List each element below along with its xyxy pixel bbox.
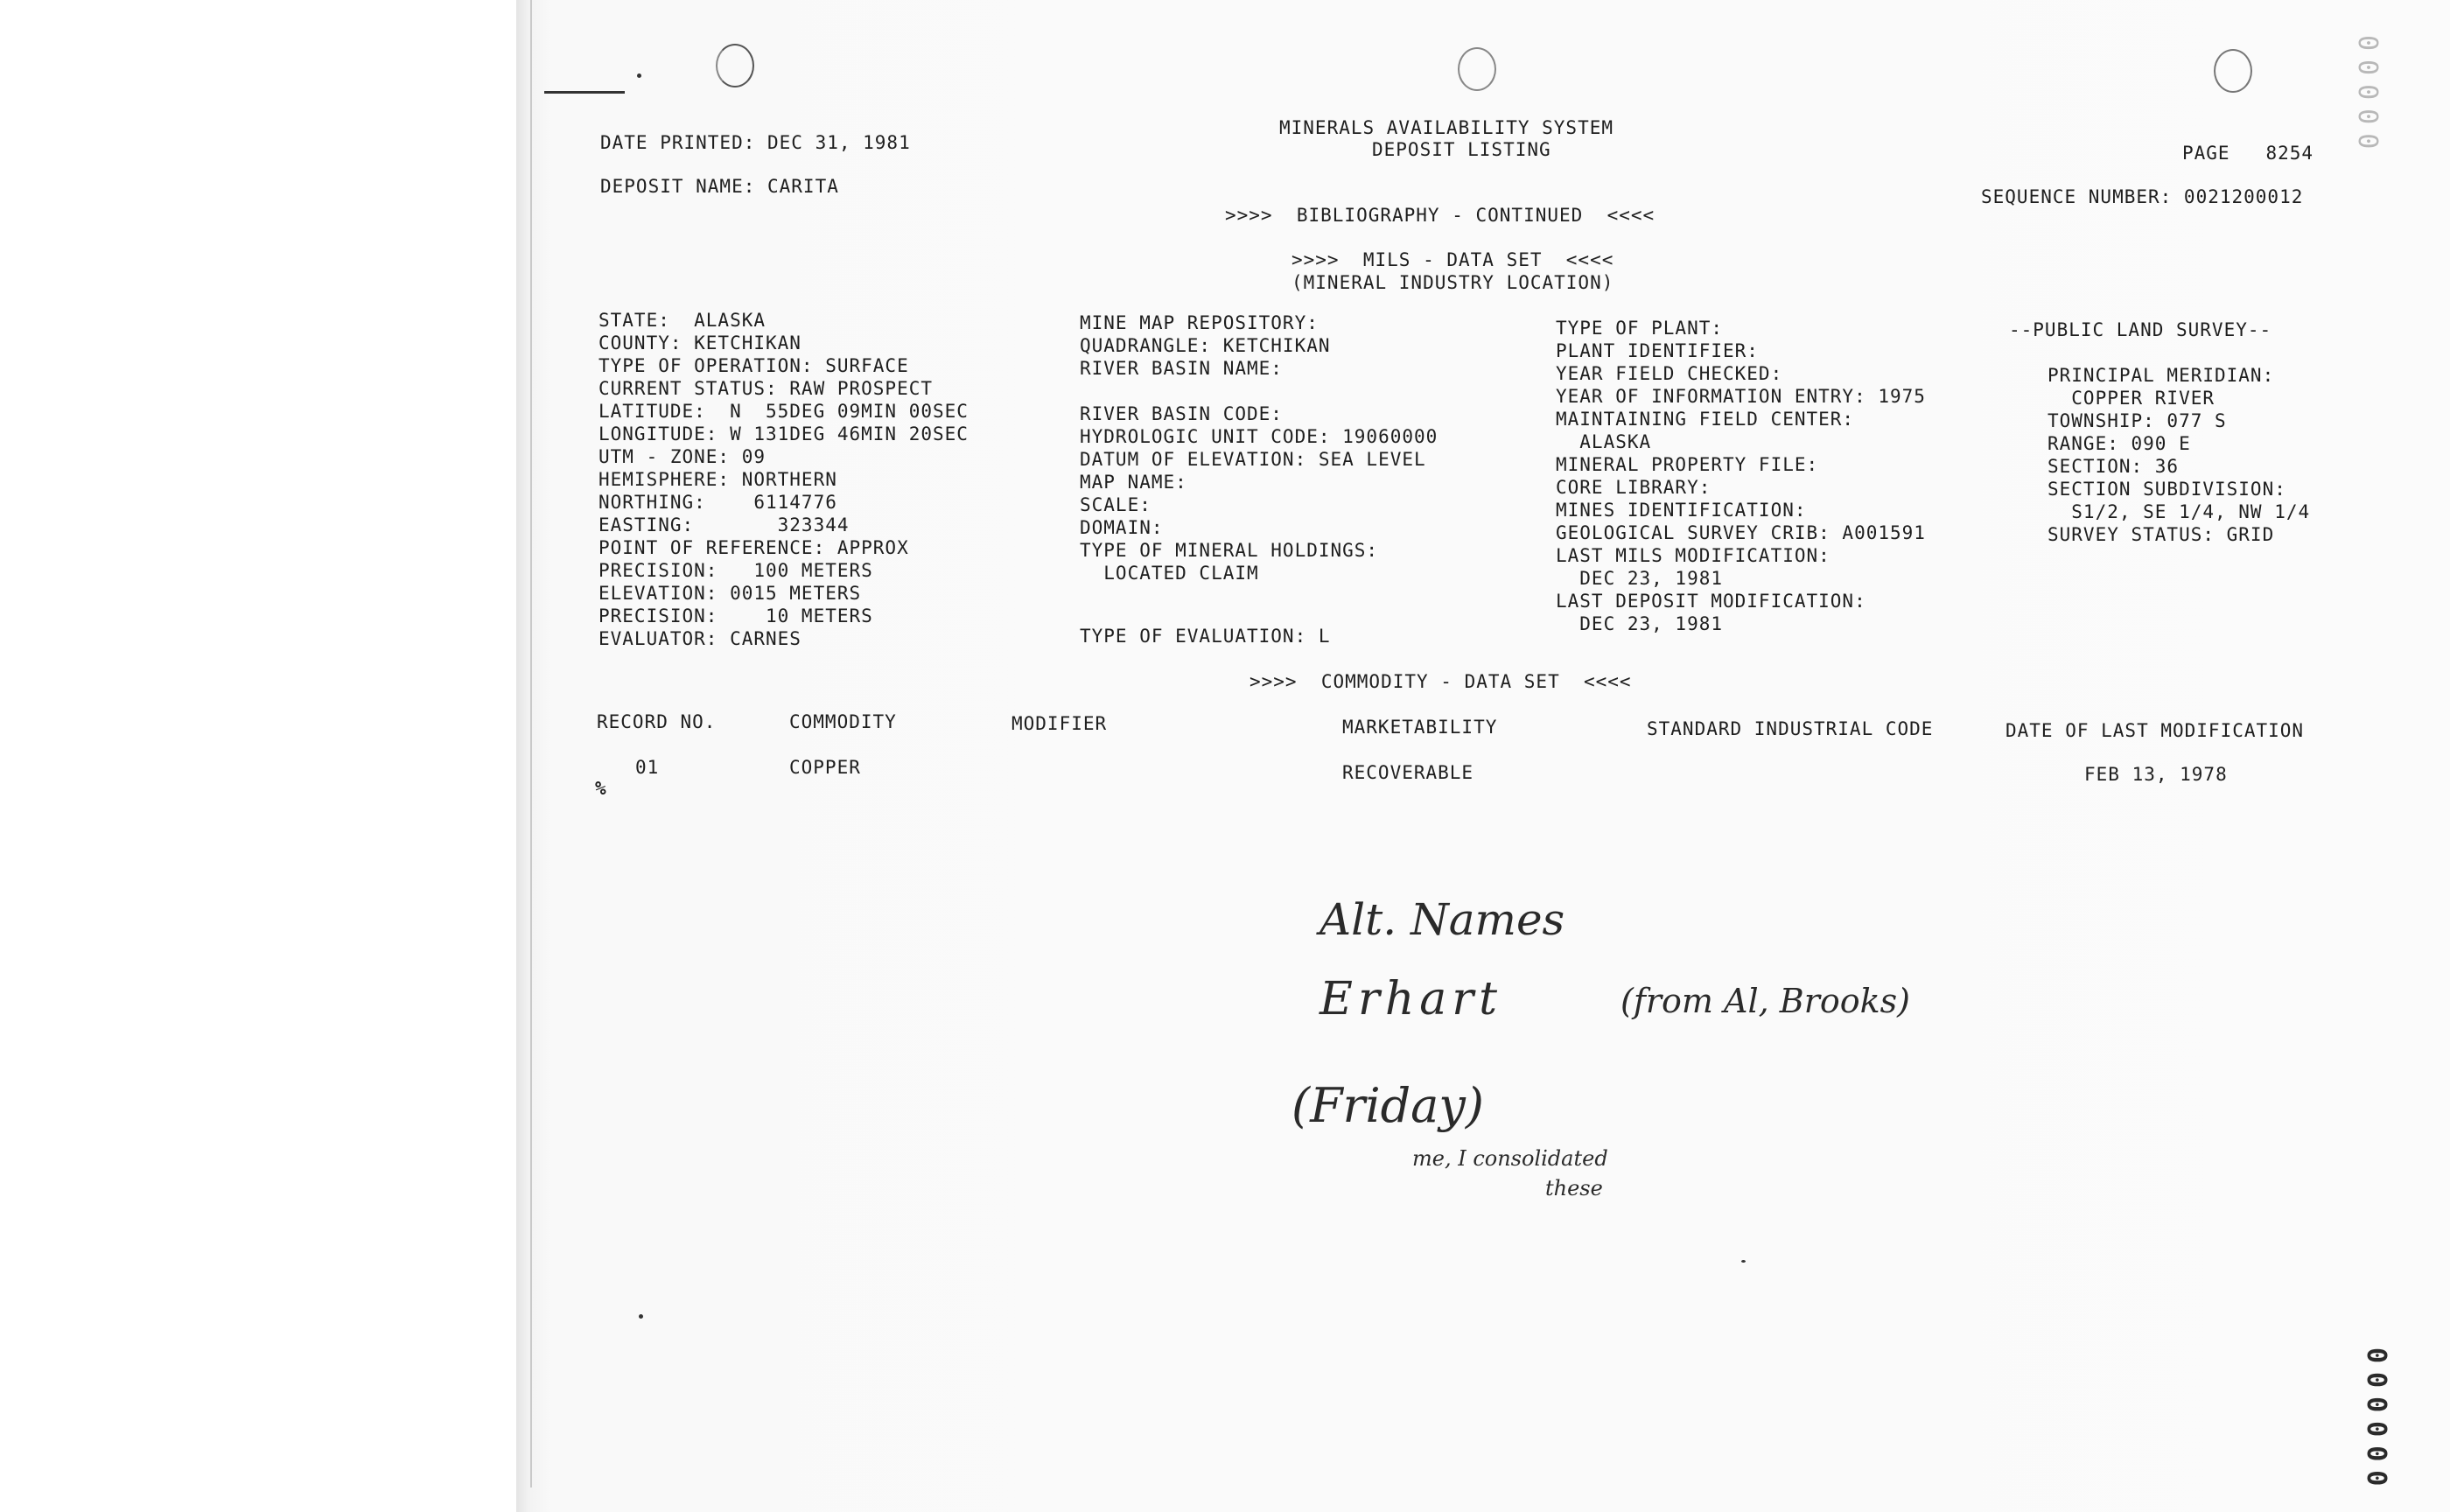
field-line: CORE LIBRARY: [1556, 477, 1712, 498]
handwritten-note: me, I consolidated [1412, 1146, 1608, 1171]
field-line: DATUM OF ELEVATION: SEA LEVEL [1080, 449, 1426, 470]
field-line: TYPE OF OPERATION: SURFACE [598, 355, 909, 376]
field-line: COUNTY: KETCHIKAN [598, 332, 802, 354]
public-land-survey-heading: --PUBLIC LAND SURVEY-- [2009, 319, 2272, 340]
column-sic: STANDARD INDUSTRIAL CODE [1647, 718, 1934, 739]
field-line: DEC 23, 1981 [1556, 568, 1724, 589]
field-line: HEMISPHERE: NORTHERN [598, 469, 837, 490]
column-last-mod: DATE OF LAST MODIFICATION [2006, 720, 2305, 741]
field-line: MAINTAINING FIELD CENTER: [1556, 409, 1855, 430]
listing-title: DEPOSIT LISTING [1372, 139, 1551, 160]
survey-line: TOWNSHIP: 077 S [2048, 410, 2227, 431]
survey-line: COPPER RIVER [2048, 388, 2216, 409]
percent-mark: % [595, 778, 607, 799]
field-line: STATE: ALASKA [598, 310, 766, 331]
field-line: EVALUATOR: CARNES [598, 628, 802, 649]
field-line: PLANT IDENTIFIER: [1556, 340, 1759, 361]
handwritten-note: these [1545, 1176, 1603, 1200]
field-line: TYPE OF MINERAL HOLDINGS: [1080, 540, 1379, 561]
field-line: RIVER BASIN CODE: [1080, 403, 1283, 424]
handwritten-source: (from Al, Brooks) [1620, 982, 1910, 1020]
field-line: NORTHING: 6114776 [598, 492, 837, 513]
bibliography-heading: >>>> BIBLIOGRAPHY - CONTINUED <<<< [1225, 205, 1656, 226]
survey-line: SURVEY STATUS: GRID [2048, 524, 2275, 545]
field-line: TYPE OF PLANT: [1556, 318, 1724, 339]
handwritten-alt-names: Alt. Names [1320, 894, 1565, 945]
page-number: PAGE 8254 [2182, 143, 2314, 164]
field-line: PRECISION: 10 METERS [598, 606, 873, 626]
field-line: PRECISION: 100 METERS [598, 560, 873, 581]
field-line: LAST MILS MODIFICATION: [1556, 545, 1830, 566]
field-line: LOCATED CLAIM [1080, 563, 1259, 584]
row-marketability: RECOVERABLE [1342, 762, 1474, 783]
field-line: DEC 23, 1981 [1556, 613, 1724, 634]
column-record-no: RECORD NO. [597, 711, 717, 732]
margin-stamp-bottom-right: 000000 [2361, 1348, 2391, 1495]
deposit-name: DEPOSIT NAME: CARITA [600, 176, 839, 197]
field-line: POINT OF REFERENCE: APPROX [598, 537, 909, 558]
column-modifier: MODIFIER [1012, 713, 1108, 734]
field-line: LONGITUDE: W 131DEG 46MIN 20SEC [598, 424, 969, 444]
field-line: RIVER BASIN NAME: [1080, 358, 1283, 379]
margin-stamp-top-right: 00000 [2352, 35, 2383, 158]
field-line: MINES IDENTIFICATION: [1556, 500, 1807, 521]
field-line: LATITUDE: N 55DEG 09MIN 00SEC [598, 401, 969, 422]
field-line: UTM - ZONE: 09 [598, 446, 766, 467]
field-line: HYDROLOGIC UNIT CODE: 19060000 [1080, 426, 1438, 447]
column-marketability: MARKETABILITY [1342, 717, 1498, 738]
survey-line: PRINCIPAL MERIDIAN: [2048, 365, 2275, 386]
sequence-number: SEQUENCE NUMBER: 0021200012 [1981, 186, 2304, 207]
speck [639, 1314, 643, 1319]
punch-hole-center [1458, 47, 1496, 91]
mils-subtitle: (MINERAL INDUSTRY LOCATION) [1292, 272, 1614, 293]
commodity-heading: >>>> COMMODITY - DATA SET <<<< [1250, 671, 1632, 692]
survey-line: S1/2, SE 1/4, NW 1/4 [2048, 501, 2311, 522]
field-line: SCALE: [1080, 494, 1152, 515]
row-record-no: 01 [635, 757, 660, 778]
field-line: EASTING: 323344 [598, 514, 850, 536]
type-of-evaluation: TYPE OF EVALUATION: L [1080, 626, 1331, 647]
column-commodity: COMMODITY [789, 711, 897, 732]
field-line: ELEVATION: 0015 METERS [598, 583, 862, 604]
handwritten-name-erhart: Erhart [1320, 973, 1503, 1026]
field-line: YEAR FIELD CHECKED: [1556, 363, 1783, 384]
row-last-mod: FEB 13, 1978 [2084, 764, 2228, 785]
punch-hole-left [716, 44, 754, 88]
stray-pen-mark [544, 91, 625, 94]
punch-hole-right [2214, 49, 2252, 93]
field-line: ALASKA [1556, 431, 1652, 452]
field-line: QUADRANGLE: KETCHIKAN [1080, 335, 1331, 356]
field-line: LAST DEPOSIT MODIFICATION: [1556, 591, 1866, 612]
system-title: MINERALS AVAILABILITY SYSTEM [1279, 117, 1614, 138]
field-line: GEOLOGICAL SURVEY CRIB: A001591 [1556, 522, 1926, 543]
handwritten-name-friday: (Friday) [1292, 1078, 1484, 1133]
field-line: MAP NAME: [1080, 472, 1187, 493]
field-line: YEAR OF INFORMATION ENTRY: 1975 [1556, 386, 1926, 407]
speck [1741, 1260, 1746, 1263]
survey-line: RANGE: 090 E [2048, 433, 2191, 454]
mils-data-set-heading: >>>> MILS - DATA SET <<<< [1292, 249, 1614, 270]
field-line: CURRENT STATUS: RAW PROSPECT [598, 378, 934, 399]
field-line: DOMAIN: [1080, 517, 1164, 538]
row-commodity: COPPER [789, 757, 861, 778]
field-line: MINERAL PROPERTY FILE: [1556, 454, 1819, 475]
speck [637, 74, 641, 78]
survey-line: SECTION: 36 [2048, 456, 2180, 477]
paper-edge [530, 0, 532, 1488]
date-printed: DATE PRINTED: DEC 31, 1981 [600, 132, 911, 153]
field-line: MINE MAP REPOSITORY: [1080, 312, 1319, 333]
survey-line: SECTION SUBDIVISION: [2048, 479, 2286, 500]
